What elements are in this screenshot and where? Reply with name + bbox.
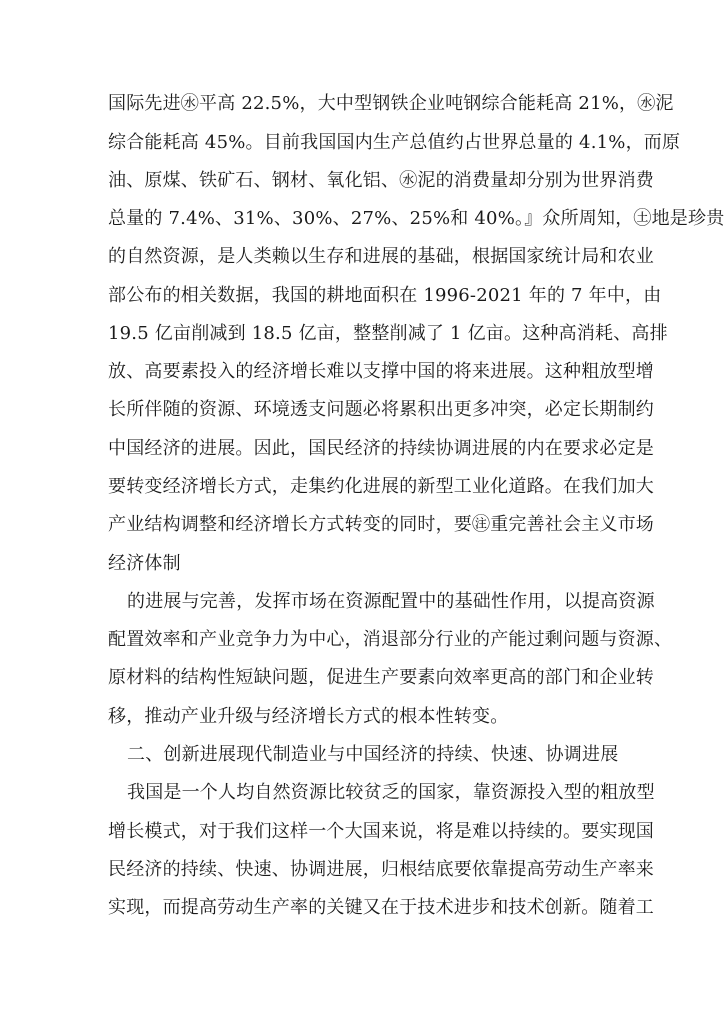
text-line: 经济体制 — [108, 553, 181, 574]
text-line: 总量的 7.4%、31%、30%、27%、25%和 40%。』众所周知，㊏地是珍贵 — [108, 208, 724, 229]
text-line: 实现，而提高劳动生产率的关键又在于技术进步和技术创新。随着工 — [108, 897, 654, 918]
text-line: 油、原煤、铁矿石、钢材、氧化铝、㊌泥的消费量却分别为世界消费 — [108, 170, 654, 191]
text-line: 民经济的持续、快速、协调进展，归根结底要依靠提高劳动生产率来 — [108, 859, 654, 880]
text-line: 综合能耗高 45%。目前我国国内生产总值约占世界总量的 4.1%，而原 — [108, 132, 681, 153]
text-line: 的自然资源，是人类赖以生存和进展的基础，根据国家统计局和农业 — [108, 246, 654, 267]
text-line: 中国经济的进展。因此，国民经济的持续协调进展的内在要求必定是 — [108, 438, 654, 459]
text-line: 移，推动产业升级与经济增长方式的根本性转变。 — [108, 706, 509, 727]
text-line: 要转变经济增长方式，走集约化进展的新型工业化道路。在我们加大 — [108, 476, 654, 497]
text-line: 配置效率和产业竞争力为中心，消退部分行业的产能过剩问题与资源、 — [108, 629, 673, 650]
text-line: 增长模式，对于我们这样一个大国来说，将是难以持续的。要实现国 — [108, 821, 654, 842]
text-line: 国际先进㊌平高 22.5%，大中型钢铁企业吨钢综合能耗高 21%，㊌泥 — [108, 93, 674, 114]
paragraph-first-line: 我国是一个人均自然资源比较贫乏的国家，靠资源投入型的粗放型 — [127, 782, 655, 803]
paragraph-first-line: 的进展与完善，发挥市场在资源配置中的基础性作用，以提高资源 — [127, 591, 655, 612]
section-heading: 二、创新进展现代制造业与中国经济的持续、快速、协调进展 — [127, 744, 619, 765]
text-line: 原材料的结构性短缺问题，促进生产要素向效率更高的部门和企业转 — [108, 667, 654, 688]
text-line: 部公布的相关数据，我国的耕地面积在 1996-2021 年的 7 年中，由 — [108, 285, 662, 306]
text-line: 产业结构调整和经济增长方式转变的同时，要㊟重完善社会主义市场 — [108, 514, 654, 535]
text-line: 放、高要素投入的经济增长难以支撑中国的将来进展。这种粗放型增 — [108, 361, 654, 382]
text-line: 19.5 亿亩削减到 18.5 亿亩，整整削减了 1 亿亩。这种高消耗、高排 — [108, 323, 668, 344]
text-line: 长所伴随的资源、环境透支问题必将累积出更多冲突，必定长期制约 — [108, 399, 654, 420]
